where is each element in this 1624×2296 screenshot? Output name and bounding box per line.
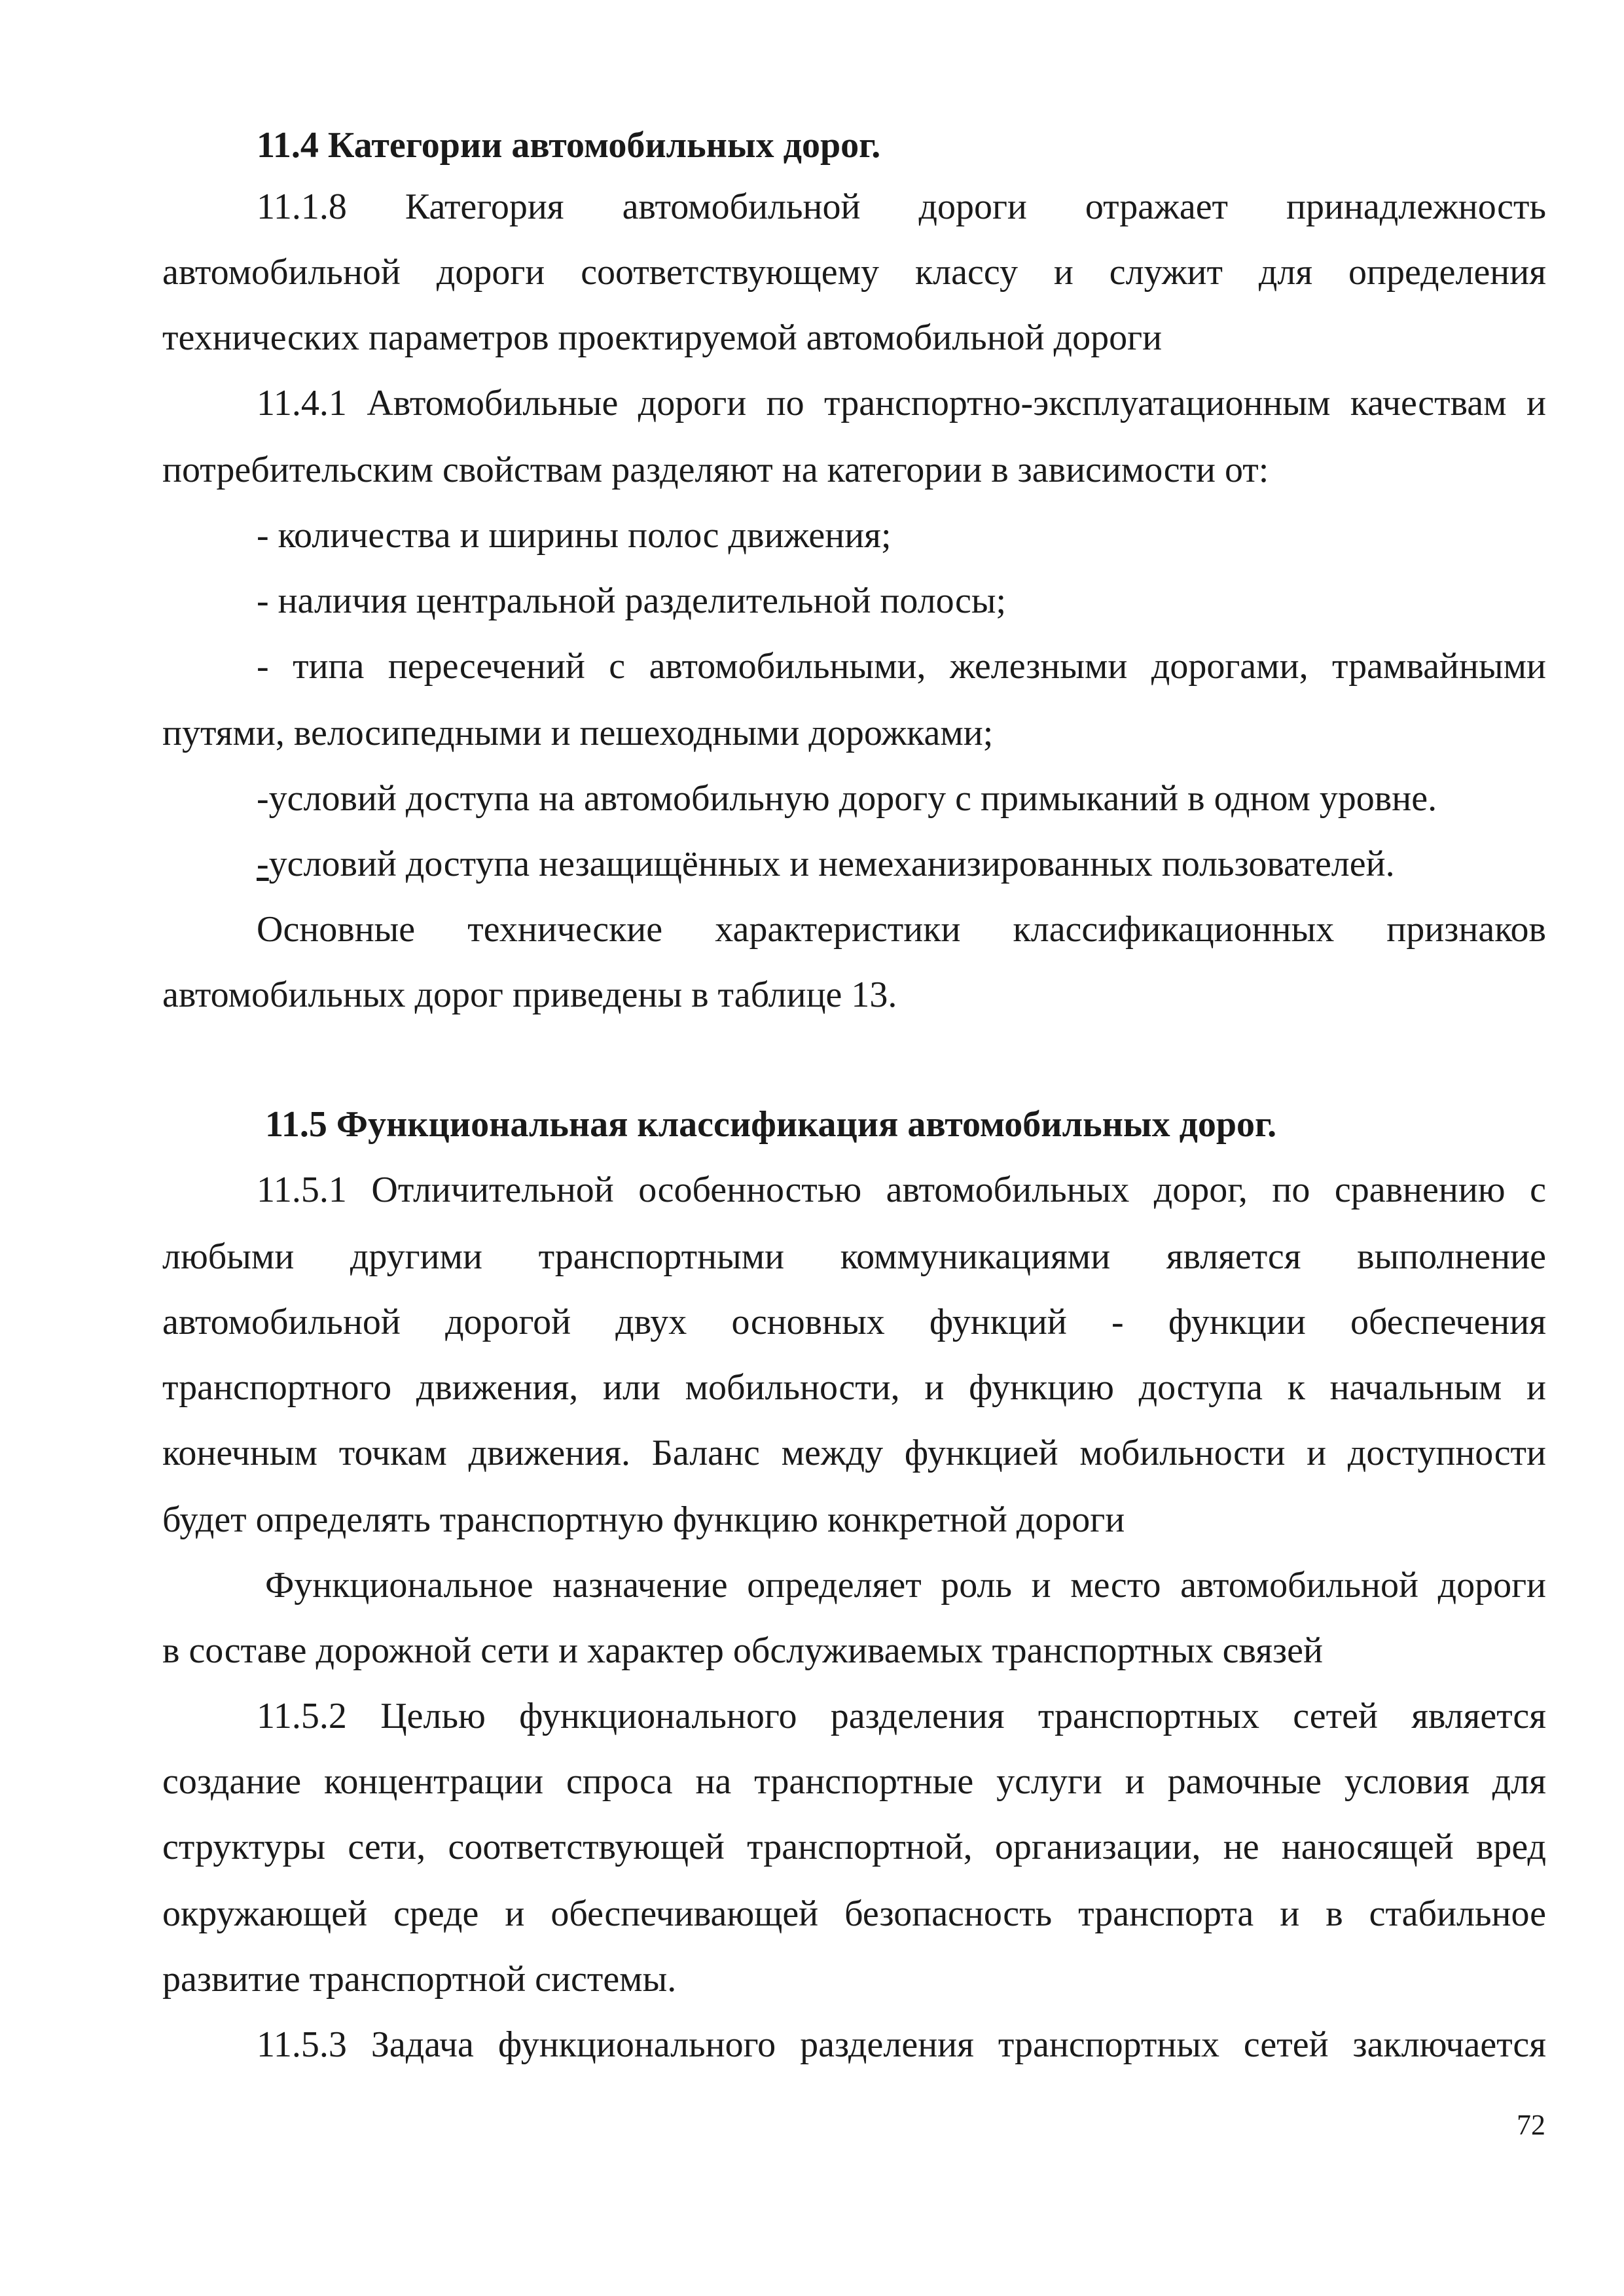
paragraph-line: автомобильных дорог приведены в таблице 13. bbox=[162, 975, 897, 1015]
paragraph-line: 11.4.1 Автомобильные дороги по транспортно-эксплуатационным качествам и bbox=[257, 383, 1546, 423]
paragraph-line: конечным точкам движения. Баланс между функцией мобильности и доступности bbox=[162, 1433, 1546, 1473]
section-heading-11-4: 11.4 Категории автомобильных дорог. bbox=[257, 125, 881, 166]
paragraph-line: развитие транспортной системы. bbox=[162, 1959, 677, 2000]
paragraph-line: автомобильной дорогой двух основных функций - функции обеспечения bbox=[162, 1302, 1546, 1342]
paragraph-line: автомобильной дороги соответствующему классу и служит для определения bbox=[162, 252, 1546, 293]
page-number: 72 bbox=[1517, 2109, 1545, 2141]
paragraph-line: 11.5.3 Задача функционального разделения транспортных сетей заключается bbox=[257, 2024, 1546, 2065]
list-item-last bbox=[257, 843, 1546, 885]
paragraph-line: потребительским свойствам разделяют на категории в зависимости от: bbox=[162, 450, 1269, 490]
underlined-dash: - bbox=[257, 844, 269, 884]
paragraph-line: в составе дорожной сети и характер обслуживаемых транспортных связей bbox=[162, 1630, 1323, 1671]
paragraph-line: 11.5.1 Отличительной особенностью автомобильных дорог, по сравнению с bbox=[257, 1170, 1546, 1210]
paragraph-line: любыми другими транспортными коммуникациями является выполнение bbox=[162, 1236, 1546, 1277]
list-item-text: условий доступа незащищённых и немеханизированных пользователей. bbox=[268, 844, 1395, 884]
paragraph-line: транспортного движения, или мобильности, и функцию доступа к начальным и bbox=[162, 1367, 1546, 1408]
list-item: - наличия центральной разделительной полосы; bbox=[257, 581, 1007, 621]
list-item-continuation: путями, велосипедными и пешеходными дорожками; bbox=[162, 713, 994, 753]
list-item: - типа пересечений с автомобильными, железными дорогами, трамвайными bbox=[257, 646, 1546, 687]
paragraph-line: окружающей среде и обеспечивающей безопасность транспорта и в стабильное bbox=[162, 1893, 1546, 1934]
paragraph-line: будет определять транспортную функцию конкретной дороги bbox=[162, 1499, 1125, 1540]
paragraph-line: создание концентрации спроса на транспортные услуги и рамочные условия для bbox=[162, 1761, 1546, 1802]
paragraph-line: 11.1.8 Категория автомобильной дороги отражает принадлежность bbox=[257, 187, 1546, 227]
paragraph-line: структуры сети, соответствующей транспортной, организации, не наносящей вред bbox=[162, 1827, 1546, 1867]
list-item: - количества и ширины полос движения; bbox=[257, 515, 892, 556]
paragraph-line: Функциональное назначение определяет роль и место автомобильной дороги bbox=[265, 1565, 1546, 1605]
paragraph-line: 11.5.2 Целью функционального разделения транспортных сетей является bbox=[257, 1696, 1546, 1736]
paragraph-line: Основные технические характеристики классификационных признаков bbox=[257, 909, 1546, 950]
section-heading-11-5: 11.5 Функциональная классификация автомобильных дорог. bbox=[265, 1104, 1277, 1145]
paragraph-line: технических параметров проектируемой автомобильной дороги bbox=[162, 317, 1163, 358]
list-item: -условий доступа на автомобильную дорогу с примыканий в одном уровне. bbox=[257, 778, 1437, 819]
